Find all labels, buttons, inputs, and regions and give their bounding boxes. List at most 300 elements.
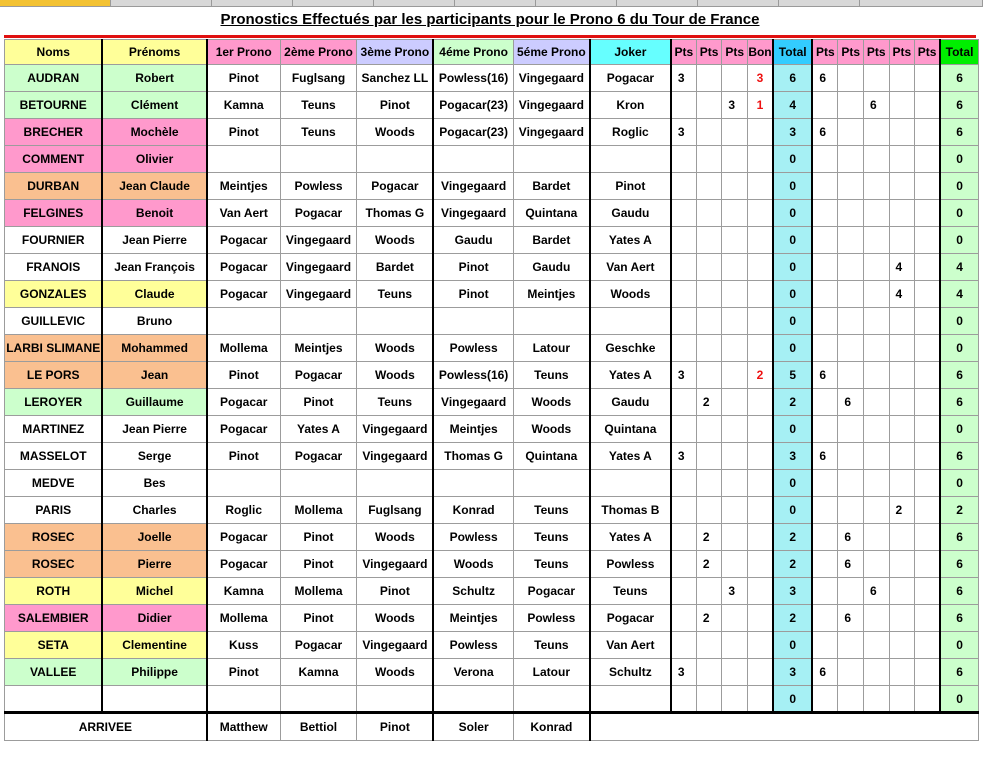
cell-prono-5[interactable]: Bardet	[513, 227, 590, 254]
cell-pts2[interactable]	[838, 686, 864, 713]
cell-nom[interactable]: COMMENT	[5, 146, 103, 173]
cell-prono-4[interactable]: Meintjes	[433, 416, 513, 443]
cell-pts[interactable]	[696, 281, 722, 308]
cell-pts2[interactable]	[915, 524, 941, 551]
cell-pts[interactable]	[722, 254, 748, 281]
cell-final-total[interactable]: 0	[940, 146, 978, 173]
arrivee-label[interactable]: ARRIVEE	[5, 713, 207, 741]
cell-pts[interactable]	[696, 497, 722, 524]
cell-prono-1[interactable]: Meintjes	[207, 173, 280, 200]
cell-pts[interactable]	[722, 632, 748, 659]
cell-prono-3[interactable]: Pinot	[357, 578, 434, 605]
cell-pts2[interactable]	[915, 335, 941, 362]
cell-pts2[interactable]	[915, 443, 941, 470]
cell-pts[interactable]	[722, 659, 748, 686]
cell-pts2[interactable]	[863, 551, 889, 578]
cell-prono-3[interactable]: Thomas G	[357, 200, 434, 227]
cell-pts2[interactable]	[863, 362, 889, 389]
cell-prenom[interactable]: Joelle	[102, 524, 206, 551]
cell-pts2[interactable]	[812, 605, 838, 632]
cell-bon[interactable]: 2	[747, 362, 773, 389]
cell-pts[interactable]	[722, 173, 748, 200]
cell-pts2[interactable]	[812, 416, 838, 443]
cell-pts2[interactable]	[812, 254, 838, 281]
cell-pts2[interactable]	[838, 173, 864, 200]
cell-joker[interactable]: Kron	[590, 92, 671, 119]
cell-joker[interactable]: Yates A	[590, 524, 671, 551]
cell-pts2[interactable]	[915, 578, 941, 605]
cell-pts[interactable]	[671, 605, 697, 632]
cell-pts[interactable]	[671, 497, 697, 524]
cell-prenom[interactable]: Pierre	[102, 551, 206, 578]
cell-nom[interactable]: ROTH	[5, 578, 103, 605]
cell-prono-3[interactable]: Vingegaard	[357, 443, 434, 470]
cell-total[interactable]: 0	[773, 227, 812, 254]
cell-pts2[interactable]	[863, 443, 889, 470]
cell-bon[interactable]	[747, 686, 773, 713]
cell-prono-3[interactable]: Teuns	[357, 281, 434, 308]
cell-prono-4[interactable]: Thomas G	[433, 443, 513, 470]
cell-pts2[interactable]: 6	[812, 659, 838, 686]
cell-joker[interactable]: Van Aert	[590, 254, 671, 281]
cell-prenom[interactable]: Mochèle	[102, 119, 206, 146]
cell-pts2[interactable]	[838, 443, 864, 470]
cell-prono-2[interactable]: Fuglsang	[280, 65, 357, 92]
cell-joker[interactable]	[590, 308, 671, 335]
cell-prono-2[interactable]: Pinot	[280, 551, 357, 578]
cell-prono-4[interactable]: Powless(16)	[433, 362, 513, 389]
cell-pts2[interactable]	[889, 470, 915, 497]
cell-pts[interactable]	[722, 335, 748, 362]
cell-final-total[interactable]: 6	[940, 578, 978, 605]
cell-final-total[interactable]: 0	[940, 416, 978, 443]
cell-final-total[interactable]: 0	[940, 632, 978, 659]
cell-nom[interactable]: MARTINEZ	[5, 416, 103, 443]
cell-pts2[interactable]	[863, 200, 889, 227]
cell-pts2[interactable]	[889, 443, 915, 470]
cell-pts[interactable]: 3	[671, 362, 697, 389]
cell-bon[interactable]	[747, 632, 773, 659]
cell-prono-2[interactable]: Pogacar	[280, 362, 357, 389]
cell-pts2[interactable]	[889, 65, 915, 92]
cell-prono-4[interactable]	[433, 146, 513, 173]
cell-prenom[interactable]: Clément	[102, 92, 206, 119]
cell-pts2[interactable]: 6	[863, 578, 889, 605]
cell-pts2[interactable]	[838, 578, 864, 605]
cell-pts[interactable]	[722, 551, 748, 578]
cell-total[interactable]: 0	[773, 146, 812, 173]
cell-final-total[interactable]: 0	[940, 308, 978, 335]
cell-prono-4[interactable]: Pinot	[433, 254, 513, 281]
cell-bon[interactable]	[747, 497, 773, 524]
cell-pts2[interactable]: 6	[812, 362, 838, 389]
cell-pts2[interactable]: 6	[838, 551, 864, 578]
cell-total[interactable]: 6	[773, 65, 812, 92]
cell-pts2[interactable]	[863, 497, 889, 524]
cell-pts2[interactable]	[812, 200, 838, 227]
cell-nom[interactable]: SETA	[5, 632, 103, 659]
cell-joker[interactable]: Pinot	[590, 173, 671, 200]
cell-pts2[interactable]	[838, 335, 864, 362]
cell-prenom[interactable]: Philippe	[102, 659, 206, 686]
cell-prono-4[interactable]: Gaudu	[433, 227, 513, 254]
cell-pts2[interactable]: 6	[838, 389, 864, 416]
cell-final-total[interactable]: 6	[940, 389, 978, 416]
cell-final-total[interactable]: 6	[940, 443, 978, 470]
cell-nom[interactable]: LEROYER	[5, 389, 103, 416]
cell-nom[interactable]: SALEMBIER	[5, 605, 103, 632]
cell-total[interactable]: 0	[773, 335, 812, 362]
cell-total[interactable]: 0	[773, 173, 812, 200]
cell-prono-5[interactable]: Teuns	[513, 632, 590, 659]
cell-pts[interactable]	[671, 146, 697, 173]
cell-prono-4[interactable]: Vingegaard	[433, 173, 513, 200]
cell-pts2[interactable]: 6	[838, 524, 864, 551]
cell-final-total[interactable]: 0	[940, 470, 978, 497]
cell-pts2[interactable]	[863, 389, 889, 416]
cell-pts[interactable]	[696, 335, 722, 362]
cell-pts[interactable]	[722, 362, 748, 389]
cell-pts[interactable]	[722, 470, 748, 497]
cell-pts2[interactable]	[915, 470, 941, 497]
cell-bon[interactable]	[747, 524, 773, 551]
cell-pts2[interactable]	[889, 605, 915, 632]
cell-pts2[interactable]	[838, 200, 864, 227]
cell-pts[interactable]	[722, 119, 748, 146]
cell-final-total[interactable]: 6	[940, 551, 978, 578]
cell-prono-5[interactable]: Vingegaard	[513, 119, 590, 146]
cell-nom[interactable]: GUILLEVIC	[5, 308, 103, 335]
cell-prono-5[interactable]: Meintjes	[513, 281, 590, 308]
cell-pts[interactable]	[671, 173, 697, 200]
cell-prono-5[interactable]: Gaudu	[513, 254, 590, 281]
cell-final-total[interactable]: 6	[940, 605, 978, 632]
cell-pts[interactable]	[671, 632, 697, 659]
cell-pts2[interactable]	[838, 308, 864, 335]
cell-pts2[interactable]	[812, 146, 838, 173]
cell-prono-5[interactable]: Bardet	[513, 173, 590, 200]
cell-prono-4[interactable]	[433, 686, 513, 713]
cell-pts2[interactable]	[863, 686, 889, 713]
cell-prono-1[interactable]: Pogacar	[207, 254, 280, 281]
cell-pts2[interactable]	[889, 659, 915, 686]
cell-prono-5[interactable]: Teuns	[513, 551, 590, 578]
cell-bon[interactable]	[747, 335, 773, 362]
cell-pts[interactable]	[696, 173, 722, 200]
arrivee-result[interactable]: Bettiol	[280, 713, 357, 741]
cell-total[interactable]: 3	[773, 578, 812, 605]
cell-bon[interactable]	[747, 200, 773, 227]
cell-total[interactable]: 3	[773, 443, 812, 470]
cell-pts2[interactable]	[812, 308, 838, 335]
cell-prenom[interactable]: Charles	[102, 497, 206, 524]
cell-pts2[interactable]: 2	[889, 497, 915, 524]
cell-prono-2[interactable]: Pogacar	[280, 443, 357, 470]
cell-pts[interactable]	[696, 470, 722, 497]
cell-pts[interactable]: 2	[696, 605, 722, 632]
cell-prono-5[interactable]: Teuns	[513, 524, 590, 551]
cell-prono-4[interactable]: Schultz	[433, 578, 513, 605]
cell-pts2[interactable]	[863, 146, 889, 173]
cell-prono-1[interactable]: Pogacar	[207, 551, 280, 578]
cell-pts2[interactable]	[915, 551, 941, 578]
cell-pts[interactable]	[722, 497, 748, 524]
cell-pts2[interactable]	[915, 146, 941, 173]
cell-pts[interactable]	[671, 281, 697, 308]
cell-total[interactable]: 0	[773, 281, 812, 308]
cell-pts2[interactable]: 4	[889, 281, 915, 308]
cell-pts[interactable]	[671, 416, 697, 443]
cell-prono-4[interactable]: Vingegaard	[433, 389, 513, 416]
cell-pts[interactable]	[722, 686, 748, 713]
cell-pts[interactable]	[696, 659, 722, 686]
cell-total[interactable]: 0	[773, 470, 812, 497]
cell-prono-4[interactable]: Powless(16)	[433, 65, 513, 92]
cell-bon[interactable]	[747, 254, 773, 281]
cell-pts2[interactable]: 6	[812, 65, 838, 92]
cell-final-total[interactable]: 6	[940, 119, 978, 146]
cell-pts[interactable]	[671, 92, 697, 119]
cell-prono-2[interactable]: Yates A	[280, 416, 357, 443]
cell-pts2[interactable]	[812, 335, 838, 362]
cell-total[interactable]: 2	[773, 551, 812, 578]
cell-pts[interactable]: 3	[722, 92, 748, 119]
cell-pts[interactable]	[696, 65, 722, 92]
cell-prono-2[interactable]: Pogacar	[280, 200, 357, 227]
cell-pts[interactable]	[696, 146, 722, 173]
cell-prono-5[interactable]: Quintana	[513, 200, 590, 227]
cell-prono-2[interactable]: Teuns	[280, 119, 357, 146]
cell-pts2[interactable]	[863, 605, 889, 632]
cell-pts[interactable]	[671, 335, 697, 362]
cell-pts[interactable]	[696, 686, 722, 713]
cell-nom[interactable]: LARBI SLIMANE	[5, 335, 103, 362]
cell-nom[interactable]: MASSELOT	[5, 443, 103, 470]
cell-prono-1[interactable]: Pogacar	[207, 281, 280, 308]
cell-prenom[interactable]: Benoit	[102, 200, 206, 227]
cell-pts[interactable]	[722, 281, 748, 308]
cell-pts2[interactable]	[863, 227, 889, 254]
cell-pts2[interactable]: 6	[838, 605, 864, 632]
cell-prono-5[interactable]: Latour	[513, 659, 590, 686]
cell-joker[interactable]: Pogacar	[590, 65, 671, 92]
cell-total[interactable]: 2	[773, 605, 812, 632]
cell-pts2[interactable]	[812, 578, 838, 605]
cell-pts[interactable]	[671, 578, 697, 605]
cell-prenom[interactable]: Serge	[102, 443, 206, 470]
cell-pts2[interactable]	[889, 200, 915, 227]
cell-pts2[interactable]	[915, 308, 941, 335]
cell-prono-2[interactable]: Meintjes	[280, 335, 357, 362]
cell-prono-3[interactable]: Woods	[357, 362, 434, 389]
cell-pts[interactable]	[671, 227, 697, 254]
cell-nom[interactable]	[5, 686, 103, 713]
cell-joker[interactable]: Yates A	[590, 227, 671, 254]
cell-pts2[interactable]	[863, 470, 889, 497]
cell-pts2[interactable]	[889, 335, 915, 362]
arrivee-result[interactable]: Konrad	[513, 713, 590, 741]
cell-final-total[interactable]: 6	[940, 524, 978, 551]
cell-nom[interactable]: AUDRAN	[5, 65, 103, 92]
cell-final-total[interactable]: 6	[940, 65, 978, 92]
cell-pts2[interactable]	[812, 551, 838, 578]
cell-prono-5[interactable]: Teuns	[513, 497, 590, 524]
cell-prono-5[interactable]: Powless	[513, 605, 590, 632]
cell-pts2[interactable]	[812, 632, 838, 659]
arrivee-empty[interactable]	[590, 713, 979, 741]
cell-prenom[interactable]: Jean Pierre	[102, 416, 206, 443]
cell-pts2[interactable]	[838, 227, 864, 254]
cell-nom[interactable]: FOURNIER	[5, 227, 103, 254]
cell-prono-1[interactable]: Pinot	[207, 119, 280, 146]
cell-pts2[interactable]	[889, 524, 915, 551]
cell-nom[interactable]: FRANOIS	[5, 254, 103, 281]
cell-prono-1[interactable]: Van Aert	[207, 200, 280, 227]
cell-prenom[interactable]: Claude	[102, 281, 206, 308]
cell-pts[interactable]	[722, 443, 748, 470]
cell-bon[interactable]	[747, 281, 773, 308]
cell-pts2[interactable]	[812, 524, 838, 551]
cell-pts2[interactable]	[915, 605, 941, 632]
cell-total[interactable]: 2	[773, 389, 812, 416]
cell-pts2[interactable]	[863, 254, 889, 281]
cell-prono-2[interactable]: Vingegaard	[280, 254, 357, 281]
cell-prono-1[interactable]: Pogacar	[207, 524, 280, 551]
cell-prono-3[interactable]: Bardet	[357, 254, 434, 281]
cell-pts[interactable]	[696, 443, 722, 470]
cell-nom[interactable]: ROSEC	[5, 524, 103, 551]
cell-bon[interactable]	[747, 146, 773, 173]
cell-pts2[interactable]	[889, 686, 915, 713]
cell-prenom[interactable]	[102, 686, 206, 713]
cell-prenom[interactable]: Didier	[102, 605, 206, 632]
cell-pts2[interactable]	[915, 281, 941, 308]
cell-joker[interactable]: Woods	[590, 281, 671, 308]
cell-pts[interactable]	[696, 227, 722, 254]
cell-prenom[interactable]: Bruno	[102, 308, 206, 335]
cell-pts[interactable]	[671, 551, 697, 578]
cell-joker[interactable]	[590, 686, 671, 713]
cell-pts2[interactable]: 6	[812, 443, 838, 470]
cell-pts2[interactable]	[812, 686, 838, 713]
cell-pts2[interactable]	[863, 119, 889, 146]
cell-pts[interactable]: 3	[671, 443, 697, 470]
cell-prono-5[interactable]: Woods	[513, 389, 590, 416]
cell-nom[interactable]: MEDVE	[5, 470, 103, 497]
cell-prono-5[interactable]: Vingegaard	[513, 92, 590, 119]
cell-pts[interactable]	[722, 200, 748, 227]
cell-prono-3[interactable]	[357, 146, 434, 173]
cell-prono-1[interactable]	[207, 146, 280, 173]
cell-pts2[interactable]	[838, 470, 864, 497]
cell-prono-5[interactable]: Woods	[513, 416, 590, 443]
cell-pts[interactable]	[671, 254, 697, 281]
arrivee-result[interactable]: Soler	[433, 713, 513, 741]
cell-pts[interactable]: 3	[722, 578, 748, 605]
cell-pts2[interactable]	[863, 65, 889, 92]
cell-pts2[interactable]	[812, 92, 838, 119]
cell-pts2[interactable]	[812, 173, 838, 200]
cell-prono-4[interactable]: Powless	[433, 335, 513, 362]
cell-total[interactable]: 0	[773, 497, 812, 524]
cell-pts2[interactable]	[863, 281, 889, 308]
cell-prono-2[interactable]: Pinot	[280, 389, 357, 416]
cell-prono-3[interactable]: Vingegaard	[357, 632, 434, 659]
cell-prono-2[interactable]	[280, 470, 357, 497]
cell-prono-2[interactable]	[280, 686, 357, 713]
cell-prono-3[interactable]: Woods	[357, 227, 434, 254]
cell-pts2[interactable]	[915, 497, 941, 524]
cell-pts2[interactable]	[915, 65, 941, 92]
cell-pts2[interactable]	[915, 416, 941, 443]
cell-joker[interactable]: Teuns	[590, 578, 671, 605]
cell-pts[interactable]	[671, 470, 697, 497]
cell-total[interactable]: 4	[773, 92, 812, 119]
cell-prono-4[interactable]: Powless	[433, 524, 513, 551]
cell-bon[interactable]	[747, 119, 773, 146]
cell-pts2[interactable]	[915, 389, 941, 416]
cell-pts2[interactable]	[812, 497, 838, 524]
cell-prono-1[interactable]: Pinot	[207, 362, 280, 389]
cell-prenom[interactable]: Jean Claude	[102, 173, 206, 200]
cell-pts2[interactable]	[838, 146, 864, 173]
cell-final-total[interactable]: 6	[940, 362, 978, 389]
cell-bon[interactable]: 3	[747, 65, 773, 92]
cell-pts2[interactable]	[838, 416, 864, 443]
cell-pts2[interactable]	[889, 308, 915, 335]
cell-nom[interactable]: LE PORS	[5, 362, 103, 389]
cell-bon[interactable]	[747, 308, 773, 335]
cell-joker[interactable]: Geschke	[590, 335, 671, 362]
cell-pts2[interactable]	[889, 578, 915, 605]
cell-prono-1[interactable]: Pogacar	[207, 416, 280, 443]
cell-prenom[interactable]: Jean Pierre	[102, 227, 206, 254]
arrivee-result[interactable]: Pinot	[357, 713, 434, 741]
cell-prono-1[interactable]: Kuss	[207, 632, 280, 659]
cell-prono-1[interactable]: Pogacar	[207, 389, 280, 416]
cell-pts[interactable]: 3	[671, 659, 697, 686]
cell-prono-1[interactable]	[207, 686, 280, 713]
cell-prono-2[interactable]: Vingegaard	[280, 281, 357, 308]
cell-final-total[interactable]: 4	[940, 254, 978, 281]
cell-prono-2[interactable]: Mollema	[280, 578, 357, 605]
cell-pts[interactable]	[696, 632, 722, 659]
cell-prono-2[interactable]: Pogacar	[280, 632, 357, 659]
cell-pts[interactable]	[722, 308, 748, 335]
cell-prono-4[interactable]: Konrad	[433, 497, 513, 524]
cell-prono-5[interactable]	[513, 686, 590, 713]
cell-total[interactable]: 5	[773, 362, 812, 389]
cell-nom[interactable]: BETOURNE	[5, 92, 103, 119]
cell-prenom[interactable]: Clementine	[102, 632, 206, 659]
cell-pts[interactable]: 2	[696, 389, 722, 416]
cell-joker[interactable]	[590, 470, 671, 497]
cell-joker[interactable]: Roglic	[590, 119, 671, 146]
cell-prono-4[interactable]: Meintjes	[433, 605, 513, 632]
cell-prono-1[interactable]: Pinot	[207, 65, 280, 92]
cell-final-total[interactable]: 0	[940, 686, 978, 713]
cell-bon[interactable]	[747, 416, 773, 443]
cell-prono-1[interactable]	[207, 470, 280, 497]
cell-prono-4[interactable]: Woods	[433, 551, 513, 578]
cell-pts[interactable]	[696, 92, 722, 119]
cell-pts2[interactable]	[889, 389, 915, 416]
cell-prenom[interactable]: Bes	[102, 470, 206, 497]
cell-prono-5[interactable]	[513, 470, 590, 497]
cell-pts[interactable]	[671, 389, 697, 416]
cell-prenom[interactable]: Michel	[102, 578, 206, 605]
cell-pts[interactable]	[696, 200, 722, 227]
